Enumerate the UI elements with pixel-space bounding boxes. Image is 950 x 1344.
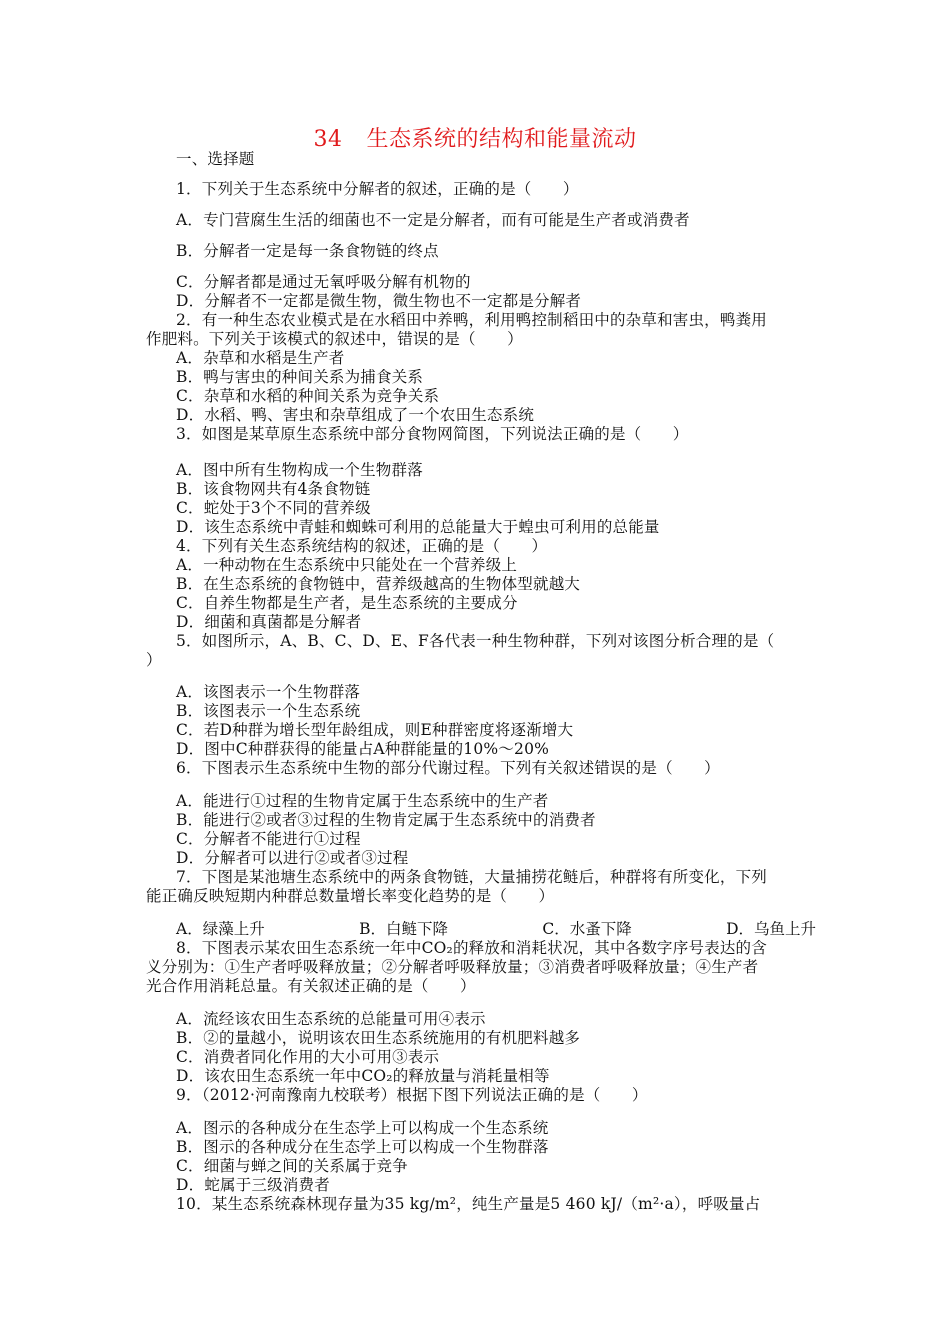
q1-option-b: B．分解者一定是每一条食物链的终点 [176,242,439,260]
q6-option-c: C．分解者不能进行①过程 [176,830,361,848]
q9-option-b: B．图示的各种成分在生态学上可以构成一个生物群落 [176,1138,549,1156]
question-10: 10．某生态系统森林现存量为35 kg/m²，纯生产量是5 460 kJ/（m²·a），呼吸量占 [176,1195,761,1213]
q7-options [176,920,816,939]
question-8: 8．下图表示某农田生态系统一年中CO₂的释放和消耗状况，其中各数字序号表达的含 [176,939,767,957]
q3-option-c: C．蛇处于3个不同的营养级 [176,499,371,517]
q3-option-a: A．图中所有生物构成一个生物群落 [176,461,423,479]
q7-option-a: A．绿藻上升 [176,920,265,938]
q5-option-c: C．若D种群为增长型年龄组成，则E种群密度将逐渐增大 [176,721,574,739]
question-2-cont: 作肥料。下列关于该模式的叙述中，错误的是（ ） [146,330,523,348]
q4-option-c: C．自养生物都是生产者，是生态系统的主要成分 [176,594,518,612]
question-9: 9．（2012·河南豫南九校联考）根据下图下列说法正确的是（ ） [176,1086,648,1104]
q8-option-d: D．该农田生态系统一年中CO₂的释放量与消耗量相等 [176,1067,550,1085]
page-title [0,122,950,153]
question-6: 6．下图表示生态系统中生物的部分代谢过程。下列有关叙述错误的是（ ） [176,759,720,777]
question-1: 1．下列关于生态系统中分解者的叙述，正确的是（ ） [176,180,579,198]
question-4: 4．下列有关生态系统结构的叙述，正确的是（ ） [176,537,548,555]
section-heading: 一、选择题 [176,150,255,168]
question-7: 7．下图是某池塘生态系统中的两条食物链，大量捕捞花鲢后，种群将有所变化，下列 [176,868,767,886]
q5-option-a: A．该图表示一个生物群落 [176,683,361,701]
q2-option-a: A．杂草和水稻是生产者 [176,349,345,367]
question-3: 3．如图是某草原生态系统中部分食物网简图，下列说法正确的是（ ） [176,425,689,443]
q2-option-d: D．水稻、鸭、害虫和杂草组成了一个农田生态系统 [176,406,535,424]
q9-option-c: C．细菌与蝉之间的关系属于竞争 [176,1157,408,1175]
q1-option-d: D．分解者不一定都是微生物，微生物也不一定都是分解者 [176,292,582,310]
question-8-cont-2: 光合作用消耗总量。有关叙述正确的是（ ） [146,977,476,995]
q6-option-b: B．能进行②或者③过程的生物肯定属于生态系统中的消费者 [176,811,596,829]
question-2: 2．有一种生态农业模式是在水稻田中养鸭，利用鸭控制稻田中的杂草和害虫，鸭粪用 [176,311,767,329]
q5-option-b: B．该图表示一个生态系统 [176,702,361,720]
q9-option-d: D．蛇属于三级消费者 [176,1176,330,1194]
q9-option-a: A．图示的各种成分在生态学上可以构成一个生态系统 [176,1119,549,1137]
question-7-cont: 能正确反映短期内种群总数量增长率变化趋势的是（ ） [146,887,555,905]
q4-option-a: A．一种动物在生态系统中只能处在一个营养级上 [176,556,518,574]
q3-option-d: D．该生态系统中青蛙和蜘蛛可利用的总能量大于蝗虫可利用的总能量 [176,518,660,536]
q7-option-d: D．乌鱼上升 [726,920,816,938]
question-8-cont-1: 义分别为：①生产者呼吸释放量；②分解者呼吸释放量；③消费者呼吸释放量；④生产者 [146,958,759,976]
title-text: 生态系统的结构和能量流动 [366,127,637,152]
q2-option-b: B．鸭与害虫的种间关系为捕食关系 [176,368,424,386]
q7-option-c: C．水蚤下降 [542,920,632,938]
q3-option-b: B．该食物网共有4条食物链 [176,480,371,498]
q6-option-a: A．能进行①过程的生物肯定属于生态系统中的生产者 [176,792,549,810]
q8-option-c: C．消费者同化作用的大小可用③表示 [176,1048,440,1066]
q8-option-a: A．流经该农田生态系统的总能量可用④表示 [176,1010,486,1028]
q8-option-b: B．②的量越小，说明该农田生态系统施用的有机肥料越多 [176,1029,581,1047]
q5-option-d: D．图中C种群获得的能量占A种群能量的10%～20% [176,740,550,758]
title-number: 34 [313,127,343,152]
q4-option-b: B．在生态系统的食物链中，营养级越高的生物体型就越大 [176,575,581,593]
question-5-cont: ） [146,651,162,669]
q1-option-a: A．专门营腐生生活的细菌也不一定是分解者，而有可能是生产者或消费者 [176,211,690,229]
q2-option-c: C．杂草和水稻的种间关系为竞争关系 [176,387,440,405]
q1-option-c: C．分解者都是通过无氧呼吸分解有机物的 [176,273,471,291]
q7-option-b: B．白鲢下降 [359,920,448,938]
q6-option-d: D．分解者可以进行②或者③过程 [176,849,409,867]
q4-option-d: D．细菌和真菌都是分解者 [176,613,362,631]
question-5: 5．如图所示，A、B、C、D、E、F各代表一种生物种群，下列对该图分析合理的是（ [176,632,775,650]
